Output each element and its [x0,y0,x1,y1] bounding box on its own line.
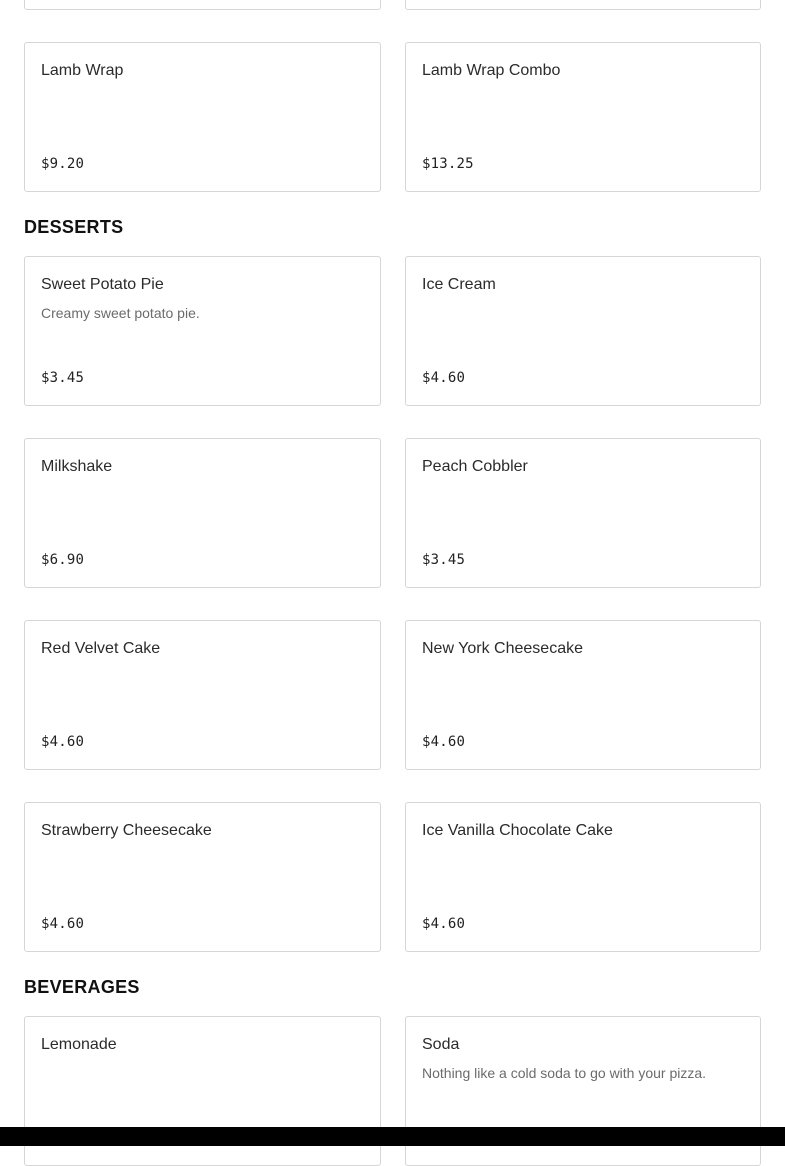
menu-item-name: Peach Cobbler [422,458,528,475]
menu-item-price: $9.20 [41,156,85,172]
menu-item-name: Sweet Potato Pie [41,276,164,293]
menu-item-price: $3.45 [41,370,85,386]
menu-item-name: Lamb Wrap [41,62,124,79]
menu-item-description: Creamy sweet potato pie. [41,305,200,321]
menu-item-card[interactable] [405,438,761,588]
menu-item-card[interactable] [24,0,381,10]
menu-item-name: Soda [422,1036,460,1053]
menu-item-price: $4.60 [422,370,466,386]
menu-item-name: Lamb Wrap Combo [422,62,561,79]
menu-item-price: $4.60 [41,734,85,750]
menu-item-name: Red Velvet Cake [41,640,161,657]
menu-item-price: $4.60 [422,734,466,750]
menu-item-card[interactable] [405,256,761,406]
menu-item-price: $6.90 [41,552,85,568]
menu-item-price: $13.25 [422,156,474,172]
menu-item-name: Milkshake [41,458,113,475]
menu-item-price: $3.45 [422,552,466,568]
menu-item-description: Nothing like a cold soda to go with your pizza. [422,1065,707,1081]
section-title-beverages: BEVERAGES [24,977,140,997]
menu-item-name: Strawberry Cheesecake [41,822,212,839]
menu-item-card[interactable] [24,42,381,192]
menu-item-card[interactable] [24,802,381,952]
menu-item-card[interactable] [24,256,381,406]
bottom-bar [0,1127,785,1146]
menu-item-price: $4.60 [41,916,85,932]
section-title-desserts: DESSERTS [24,217,124,237]
menu-item-card[interactable] [405,620,761,770]
menu-item-card[interactable] [24,620,381,770]
menu-item-card[interactable] [24,438,381,588]
menu-item-card[interactable] [405,802,761,952]
menu-item-name: Lemonade [41,1036,117,1053]
menu-item-card[interactable] [405,42,761,192]
menu-item-price: $4.60 [422,916,466,932]
menu-item-name: Ice Vanilla Chocolate Cake [422,822,613,839]
menu-item-name: New York Cheesecake [422,640,583,657]
menu-item-card[interactable] [405,0,761,10]
menu-item-name: Ice Cream [422,276,496,293]
